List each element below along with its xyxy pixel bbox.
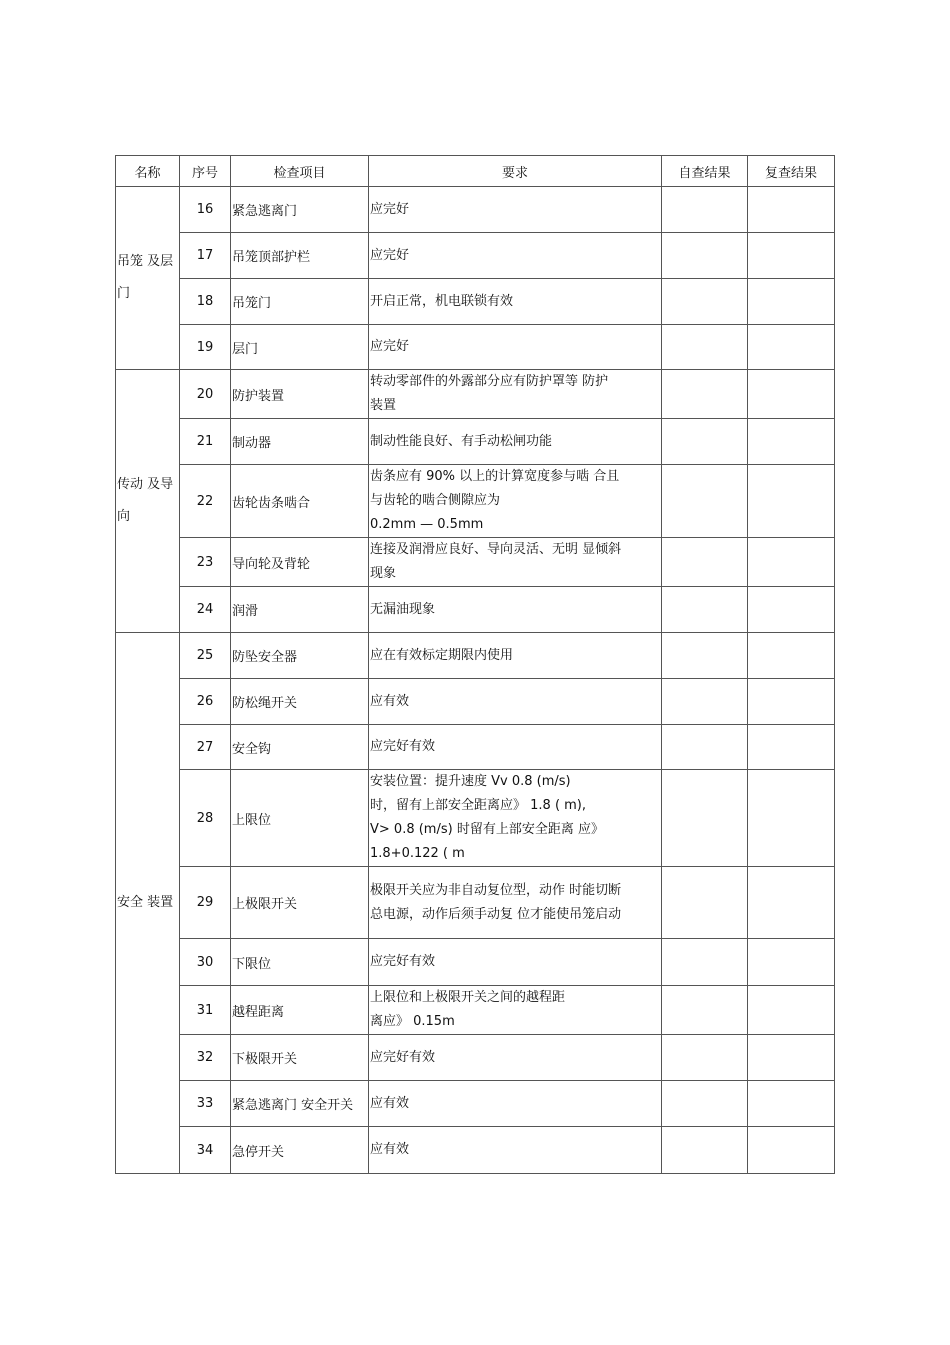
- table-row: [116, 1127, 835, 1174]
- seq-cell: 23: [180, 538, 231, 587]
- recheck-cell[interactable]: [748, 770, 835, 867]
- self-check-cell[interactable]: [662, 465, 748, 538]
- self-check-cell[interactable]: [662, 679, 748, 725]
- requirement-line: 应完好: [370, 201, 410, 217]
- table-row: [116, 279, 835, 325]
- requirement-line: 上限位和上极限开关之间的越程距: [370, 990, 566, 1005]
- recheck-cell[interactable]: [748, 679, 835, 725]
- requirement-cell: [369, 770, 662, 867]
- self-check-cell[interactable]: [662, 725, 748, 770]
- requirement-cell: [369, 725, 662, 770]
- item-cell: 制动器: [231, 419, 369, 465]
- table-row: [116, 325, 835, 370]
- table-row: [116, 1035, 835, 1081]
- self-check-cell[interactable]: [662, 538, 748, 587]
- table-row: [116, 370, 835, 419]
- self-check-cell[interactable]: [662, 370, 748, 419]
- self-check-cell[interactable]: [662, 1127, 748, 1174]
- item-cell: 上极限开关: [231, 867, 369, 939]
- requirement-line: 应有效: [370, 1142, 410, 1157]
- table-row: [116, 633, 835, 679]
- item-cell: 安全钩: [231, 725, 369, 770]
- table-row: [116, 1081, 835, 1127]
- requirement-line: 应完好: [370, 339, 410, 354]
- requirement-cell: [369, 986, 662, 1035]
- recheck-cell[interactable]: [748, 279, 835, 325]
- seq-cell: 27: [180, 725, 231, 770]
- seq-cell: 28: [180, 770, 231, 867]
- category-cell: 安全 装置: [116, 633, 180, 1174]
- requirement-line: 连接及润滑应良好、导向灵活、无明 显倾斜: [370, 542, 622, 557]
- requirement-cell: [369, 1127, 662, 1174]
- header-seq: 序号: [180, 156, 231, 187]
- header-row: [116, 156, 835, 187]
- item-cell: 紧急逃离门 安全开关: [231, 1081, 369, 1127]
- recheck-cell[interactable]: [748, 1081, 835, 1127]
- recheck-cell[interactable]: [748, 867, 835, 939]
- table-row: [116, 939, 835, 986]
- table-row: [116, 867, 835, 939]
- requirement-line: 安装位置：提升速度 Vv 0.8 (m/s): [370, 774, 571, 789]
- recheck-cell[interactable]: [748, 187, 835, 233]
- recheck-cell[interactable]: [748, 465, 835, 538]
- recheck-cell[interactable]: [748, 986, 835, 1035]
- requirement-line: 与齿轮的啮合侧隙应为: [370, 493, 501, 508]
- table-row: [116, 538, 835, 587]
- header-requirement: 要求: [369, 156, 662, 187]
- seq-cell: 17: [180, 233, 231, 279]
- recheck-cell[interactable]: [748, 538, 835, 587]
- requirement-cell: [369, 867, 662, 939]
- recheck-cell[interactable]: [748, 233, 835, 279]
- self-check-cell[interactable]: [662, 233, 748, 279]
- table-row: [116, 986, 835, 1035]
- requirement-line: 1.8+0.122 ( m: [370, 846, 465, 861]
- requirement-cell: [369, 939, 662, 986]
- self-check-cell[interactable]: [662, 587, 748, 633]
- requirement-line: 0.2mm — 0.5mm: [370, 517, 484, 532]
- seq-cell: 20: [180, 370, 231, 419]
- requirement-cell: [369, 370, 662, 419]
- self-check-cell[interactable]: [662, 419, 748, 465]
- requirement-cell: [369, 233, 662, 279]
- self-check-cell[interactable]: [662, 939, 748, 986]
- table-row: [116, 233, 835, 279]
- seq-cell: 21: [180, 419, 231, 465]
- requirement-line: 开启正常，机电联锁有效: [370, 293, 514, 309]
- requirement-line: 总电源，动作后须手动复 位才能使吊笼启动: [370, 906, 622, 922]
- item-cell: 下限位: [231, 939, 369, 986]
- item-cell: 润滑: [231, 587, 369, 633]
- recheck-cell[interactable]: [748, 587, 835, 633]
- requirement-line: 齿条应有 90% 以上的计算宽度参与啮 合且: [370, 469, 620, 484]
- seq-cell: 33: [180, 1081, 231, 1127]
- table-row: [116, 679, 835, 725]
- requirement-line: 装置: [370, 398, 397, 413]
- requirement-line: 现象: [370, 566, 397, 581]
- requirement-cell: [369, 633, 662, 679]
- requirement-line: 应有效: [370, 693, 410, 709]
- recheck-cell[interactable]: [748, 725, 835, 770]
- requirement-line: 制动性能良好、有手动松闸功能: [370, 433, 553, 449]
- table-row: [116, 725, 835, 770]
- table-row: [116, 770, 835, 867]
- inspection-table: [115, 155, 835, 1174]
- requirement-line: 应完好有效: [370, 954, 436, 969]
- table-row: [116, 419, 835, 465]
- item-cell: 防坠安全器: [231, 633, 369, 679]
- requirement-line: 转动零部件的外露部分应有防护罩等 防护: [370, 374, 609, 389]
- self-check-cell[interactable]: [662, 279, 748, 325]
- requirement-cell: [369, 587, 662, 633]
- recheck-cell[interactable]: [748, 1035, 835, 1081]
- requirement-cell: [369, 187, 662, 233]
- recheck-cell[interactable]: [748, 325, 835, 370]
- table-row: [116, 587, 835, 633]
- requirement-line: V> 0.8 (m/s) 时留有上部安全距离 应》: [370, 822, 604, 837]
- requirement-line: 无漏油现象: [370, 601, 436, 617]
- seq-cell: 32: [180, 1035, 231, 1081]
- requirement-cell: [369, 465, 662, 538]
- requirement-line: 时，留有上部安全距离应》 1.8 ( m),: [370, 798, 587, 813]
- item-cell: 急停开关: [231, 1127, 369, 1174]
- requirement-line: 应完好: [370, 247, 410, 263]
- recheck-cell[interactable]: [748, 370, 835, 419]
- table-row: [116, 187, 835, 233]
- self-check-cell[interactable]: [662, 633, 748, 679]
- header-name: 名称: [116, 156, 180, 187]
- self-check-cell[interactable]: [662, 986, 748, 1035]
- item-cell: 层门: [231, 325, 369, 370]
- seq-cell: 25: [180, 633, 231, 679]
- seq-cell: 19: [180, 325, 231, 370]
- self-check-cell[interactable]: [662, 1035, 748, 1081]
- requirement-line: 应完好有效: [370, 1049, 436, 1065]
- item-cell: 下极限开关: [231, 1035, 369, 1081]
- header-recheck: 复查结果: [748, 156, 835, 187]
- requirement-cell: [369, 419, 662, 465]
- category-cell: 传动 及导向: [116, 370, 180, 633]
- requirement-cell: [369, 279, 662, 325]
- seq-cell: 34: [180, 1127, 231, 1174]
- self-check-cell[interactable]: [662, 867, 748, 939]
- seq-cell: 18: [180, 279, 231, 325]
- item-cell: 吊笼门: [231, 279, 369, 325]
- requirement-line: 应完好有效: [370, 739, 436, 754]
- item-cell: 导向轮及背轮: [231, 538, 369, 587]
- item-cell: 齿轮齿条啮合: [231, 465, 369, 538]
- seq-cell: 31: [180, 986, 231, 1035]
- requirement-cell: [369, 325, 662, 370]
- seq-cell: 26: [180, 679, 231, 725]
- requirement-line: 极限开关应为非自动复位型，动作 时能切断: [370, 882, 622, 898]
- header-item: 检查项目: [231, 156, 369, 187]
- seq-cell: 22: [180, 465, 231, 538]
- self-check-cell[interactable]: [662, 187, 748, 233]
- category-cell: 吊笼 及层门: [116, 187, 180, 370]
- item-cell: 防护装置: [231, 370, 369, 419]
- requirement-cell: [369, 538, 662, 587]
- requirement-cell: [369, 1035, 662, 1081]
- requirement-line: 应在有效标定期限内使用: [370, 647, 514, 663]
- header-self-check: 自查结果: [662, 156, 748, 187]
- item-cell: 上限位: [231, 770, 369, 867]
- recheck-cell[interactable]: [748, 633, 835, 679]
- seq-cell: 16: [180, 187, 231, 233]
- recheck-cell[interactable]: [748, 419, 835, 465]
- item-cell: 防松绳开关: [231, 679, 369, 725]
- requirement-line: 离应》 0.15m: [370, 1014, 455, 1029]
- requirement-cell: [369, 1081, 662, 1127]
- item-cell: 越程距离: [231, 986, 369, 1035]
- table-row: [116, 465, 835, 538]
- seq-cell: 29: [180, 867, 231, 939]
- requirement-cell: [369, 679, 662, 725]
- self-check-cell[interactable]: [662, 770, 748, 867]
- item-cell: 吊笼顶部护栏: [231, 233, 369, 279]
- recheck-cell[interactable]: [748, 1127, 835, 1174]
- self-check-cell[interactable]: [662, 1081, 748, 1127]
- seq-cell: 30: [180, 939, 231, 986]
- recheck-cell[interactable]: [748, 939, 835, 986]
- requirement-line: 应有效: [370, 1095, 410, 1111]
- self-check-cell[interactable]: [662, 325, 748, 370]
- seq-cell: 24: [180, 587, 231, 633]
- item-cell: 紧急逃离门: [231, 187, 369, 233]
